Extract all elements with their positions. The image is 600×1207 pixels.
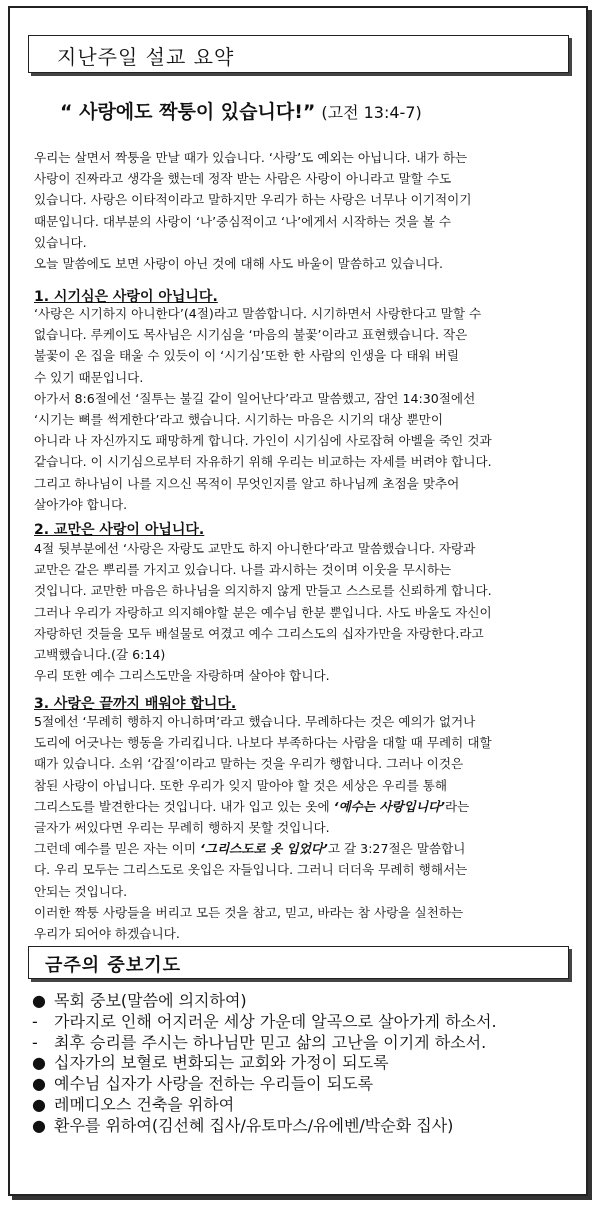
text-line: 있습니다.	[34, 234, 87, 250]
point2-paragraph	[34, 538, 554, 686]
text-line: 그리고 하나님이 나를 지으신 목적이 무엇인지를 알고 하나님께 초점을 맞추어	[34, 475, 460, 491]
text-line: 교만은 같은 뿌리를 가지고 있습니다. 나를 과시하는 것이며 이웃을 무시하는	[34, 562, 452, 578]
text-line: 살아가야 합니다.	[34, 496, 128, 512]
prayer-item-text: 예수님 십자가 사랑을 전하는 우리들이 되도록	[54, 1074, 374, 1094]
text-line: 우리가 되어야 하겠습니다.	[34, 926, 180, 942]
prayer-item-text: 십자가의 보혈로 변화되는 교회와 가정이 되도록	[54, 1053, 389, 1073]
bullet-icon: ●	[32, 1074, 46, 1094]
text-line: 사랑이 진짜라고 생각을 했는데 정작 받는 사람은 사랑이 아니라고 말할 수도	[34, 171, 452, 187]
text-line: 때문입니다. 대부분의 사랑이 ‘나’중심적이고 ‘나’에게서 시작하는 것을 볼 수	[34, 213, 452, 229]
text-line: 5절에선 ‘무례히 행하지 아니하며’라고 했습니다. 무례하다는 것은 예의가 없거나	[34, 714, 476, 729]
point2-heading: 2. 교만은 사랑이 아닙니다.	[34, 522, 205, 538]
prayer-item	[32, 1053, 572, 1074]
text-line: 없습니다. 루케이도 목사님은 시기심을 ‘마음의 불꽃’이라고 표현했습니다. 작은	[34, 327, 468, 343]
text-line: 아가서 8:6절에선 ‘질투는 불길 같이 일어난다’라고 말씀했고, 잠언 14:30절에선	[34, 390, 476, 406]
dash-icon: -	[32, 1011, 38, 1031]
point3-heading: 3. 사랑은 끝까지 배워야 합니다.	[34, 696, 237, 712]
prayer-list	[32, 991, 572, 1137]
bullet-icon: ●	[32, 991, 46, 1010]
text-segment: 그런데 예수를 믿은 자는 이미	[34, 841, 201, 857]
prayer-item	[32, 1033, 572, 1054]
text-line: 안되는 것입니다.	[34, 883, 128, 899]
text-line: 때가 있습니다. 소위 ‘갑질’이라고 말하는 것을 우리가 행합니다. 그러나 이것은	[34, 756, 464, 772]
prayer-item	[32, 1012, 572, 1033]
text-line: 같습니다. 이 시기심으로부터 자유하기 위해 우리는 비교하는 자세를 버려야 합니다.	[34, 454, 492, 470]
text-segment: 라는	[444, 798, 470, 814]
prayer-item-text: 최후 승리를 주시는 하나님만 믿고 삶의 고난을 이기게 하소서.	[54, 1032, 487, 1052]
text-line: 우리는 살면서 짝퉁을 만날 때가 있습니다. ‘사랑’도 예외는 아닙니다. 내가 하는	[34, 150, 468, 165]
intro-paragraph	[34, 147, 554, 274]
text-line: 참된 사랑이 아닙니다. 또한 우리가 잊지 말아야 할 것은 세상은 우리를 통해	[34, 777, 448, 793]
prayer-title: 금주의 중보기도	[45, 955, 181, 976]
text-line: ‘사랑은 시기하지 아니한다’(4절)라고 말씀합니다. 시기하면서 사랑한다고 말할 수	[34, 306, 482, 321]
prayer-item-text: 환우를 위하여(김선혜 집사/유토마스/유에벤/박순화 집사)	[54, 1115, 454, 1135]
prayer-item	[32, 1074, 572, 1095]
text-segment: 고 갈 3:27절은 말씀합니	[327, 841, 466, 857]
point1-paragraph	[34, 303, 554, 515]
bullet-icon: ●	[32, 1053, 46, 1073]
bullet-icon: ●	[32, 1115, 46, 1135]
text-line: 불꽃이 온 집을 태울 수 있듯이 이 ‘시기심’또한 한 사람의 인생을 다 태워 버릴	[34, 348, 460, 364]
text-line: 아니라 나 자신까지도 패망하게 합니다. 가인이 시기심에 사로잡혀 아벨을 죽인 것과	[34, 433, 492, 449]
emphasis-text: ‘예수는 사랑입니다’	[333, 798, 445, 814]
text-line: 수 있기 때문입니다.	[34, 369, 144, 385]
sermon-title	[60, 97, 422, 124]
text-line: 다. 우리 모두는 그리스도로 옷입은 자들입니다. 그러니 더더욱 무례히 행해서는	[34, 862, 468, 878]
text-line: 4절 뒷부분에선 ‘사랑은 자랑도 교만도 하지 아니한다’라고 말씀했습니다. 자랑과	[34, 541, 476, 556]
point1-heading: 1. 시기심은 사랑이 아닙니다.	[34, 289, 218, 305]
prayer-item	[32, 991, 572, 1012]
section-header-box	[28, 35, 569, 73]
text-line: 이러한 짝퉁 사랑들을 버리고 모든 것을 참고, 믿고, 바라는 참 사랑을 실천하는	[34, 904, 464, 920]
text-line-with-emphasis	[34, 838, 554, 859]
text-segment: 그리스도를 발견한다는 것입니다. 내가 입고 있는 옷에	[34, 798, 334, 814]
text-line: 것입니다. 교만한 마음은 하나님을 의지하지 않게 만들고 스스로를 신뢰하게 합니다.	[34, 583, 492, 599]
bullet-icon: ●	[32, 1094, 46, 1114]
prayer-header-box	[28, 946, 569, 979]
text-line: 우리 또한 예수 그리스도만을 자랑하며 살아야 합니다.	[34, 668, 330, 684]
sermon-title-text: “ 사랑에도 짝퉁이 있습니다!”	[60, 101, 316, 123]
text-line: 오늘 말씀에도 보면 사랑이 아닌 것에 대해 사도 바울이 말씀하고 있습니다.	[34, 256, 444, 272]
text-line: 도리에 어긋나는 행동을 가리킵니다. 나보다 부족하다는 사람을 대할 때 무례히 대할	[34, 735, 492, 751]
prayer-item	[32, 1095, 572, 1116]
text-line: ‘시기는 뼈를 썩게한다’라고 했습니다. 시기하는 마음은 시기의 대상 뿐만이	[34, 412, 444, 428]
dash-icon: -	[32, 1032, 38, 1052]
text-line: 그러나 우리가 자랑하고 의지해야할 분은 예수님 한분 뿐입니다. 사도 바울도 자신이	[34, 604, 492, 620]
text-line: 고백했습니다.(갈 6:14)	[34, 647, 166, 663]
emphasis-text: ‘그리스도로 옷 입었다’	[200, 841, 328, 857]
text-line: 글자가 써있다면 우리는 무례히 행하지 못할 것입니다.	[34, 820, 330, 836]
point3-paragraph	[34, 711, 554, 944]
section-title: 지난주일 설교 요약	[57, 45, 235, 69]
prayer-item	[32, 1116, 572, 1137]
prayer-item-text: 레메디오스 건축을 위하여	[54, 1094, 235, 1114]
sermon-reference: (고전 13:4-7)	[321, 103, 422, 122]
prayer-item-text: 목회 중보(말씀에 의지하여)	[54, 991, 247, 1010]
prayer-item-text: 가라지로 인해 어지러운 세상 가운데 알곡으로 살아가게 하소서.	[54, 1011, 497, 1031]
text-line: 있습니다. 사랑은 이타적이라고 말하지만 우리가 하는 사랑은 너무나 이기적이기	[34, 192, 472, 208]
text-line: 자랑하던 것들을 모두 배설물로 여겼고 예수 그리스도의 십자가만을 자랑한다.라고	[34, 625, 484, 641]
text-line-with-emphasis	[34, 796, 554, 817]
